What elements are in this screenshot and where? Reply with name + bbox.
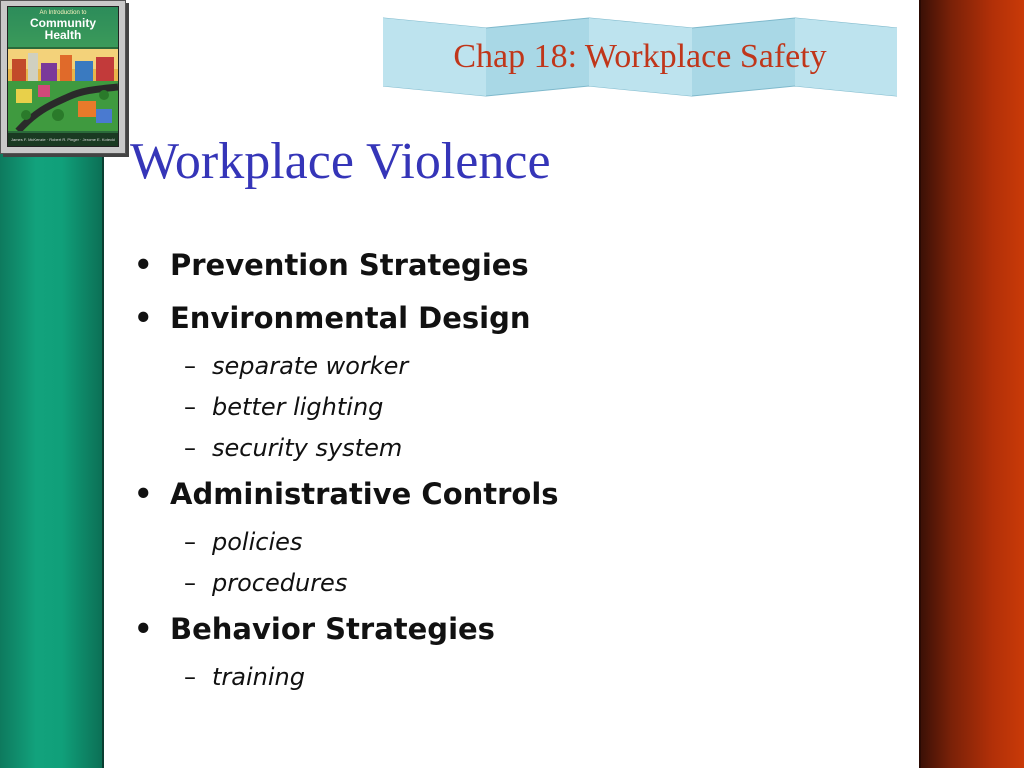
chapter-title: Chap 18: Workplace Safety <box>453 38 827 75</box>
dash-icon: – <box>184 393 196 421</box>
sub-bullet-label: training <box>212 663 305 691</box>
slide-title: Workplace Violence <box>130 133 551 190</box>
bullet-label: Administrative Controls <box>170 477 559 511</box>
sub-bullet-label: security system <box>212 434 403 462</box>
book-cover-title-line1: Community <box>30 16 96 30</box>
sub-bullet-label: separate worker <box>212 352 409 380</box>
sub-bullet-label: procedures <box>212 569 348 597</box>
sub-bullet-label: policies <box>212 528 303 556</box>
sub-bullet-label: better lighting <box>212 393 384 421</box>
sub-bullet-item <box>184 663 305 691</box>
bullet-label: Prevention Strategies <box>170 248 529 282</box>
bullet-label: Environmental Design <box>170 301 531 335</box>
dash-icon: – <box>184 528 196 556</box>
book-cover <box>7 6 119 147</box>
bullet-item <box>128 248 529 282</box>
bullet-item <box>128 477 559 511</box>
sub-bullet-item <box>184 352 408 380</box>
bullet-item <box>128 301 531 335</box>
dash-icon: – <box>184 352 196 380</box>
book-cover-town-illustration <box>8 49 118 131</box>
sub-bullet-item <box>184 569 347 597</box>
sub-bullet-item <box>184 393 383 421</box>
bullet-dot-icon: • <box>134 612 153 646</box>
right-red-band <box>920 0 1024 768</box>
bullet-dot-icon: • <box>134 248 153 282</box>
book-cover-frame <box>0 0 126 154</box>
dash-icon: – <box>184 663 196 691</box>
dash-icon: – <box>184 569 196 597</box>
sub-bullet-item <box>184 434 402 462</box>
right-band-divider <box>919 0 921 768</box>
sub-bullet-item <box>184 528 302 556</box>
book-cover-subtitle: An Introduction to <box>39 10 87 16</box>
bullet-dot-icon: • <box>134 477 153 511</box>
dash-icon: – <box>184 434 196 462</box>
bullet-label: Behavior Strategies <box>170 612 495 646</box>
bullet-item <box>128 612 495 646</box>
bullet-dot-icon: • <box>134 301 153 335</box>
book-cover-authors: James F. McKenzie · Robert R. Pinger · Jerome E. Kotecki <box>8 133 118 146</box>
book-cover-title-line2: Health <box>44 28 82 42</box>
